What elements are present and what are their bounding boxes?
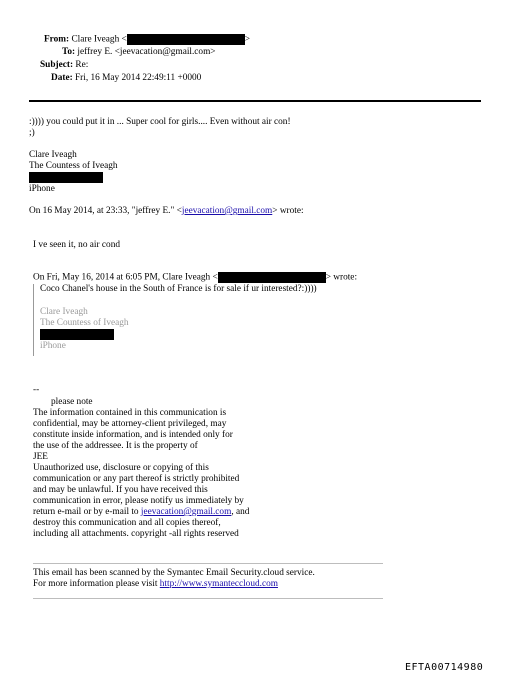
from-value: Clare Iveagh < [71,34,127,45]
disclaimer-line: constitute inside information, and is intended only for [33,430,233,440]
quote-text: Coco Chanel's house in the South of France is for sale if ur interested?:)))) [40,284,317,294]
subject-row [40,60,88,71]
disclaimer-dashes: -- [33,385,40,395]
disclaimer-line: the use of the addressee. It is the property of [33,441,198,451]
signature-redaction [29,172,103,184]
quote-signature-name: Clare Iveagh [40,307,88,317]
document-id: EFTA00714980 [405,662,484,673]
signature-device: iPhone [29,184,55,194]
message-line-2: ;) [29,128,35,138]
scan-notice-line-1: This email has been scanned by the Symantec Email Security.cloud service. [33,568,315,578]
redaction-bar [127,34,245,45]
disclaimer-body [33,408,249,540]
disclaimer-line: including all attachments. copyright -all rights reserved [33,529,239,539]
subject-value: Re: [75,60,89,70]
symantec-link[interactable]: http://www.symanteccloud.com [159,579,278,589]
disclaimer-line: confidential, may be attorney-client privileged, may [33,419,227,429]
scan-divider-top [33,563,383,564]
to-row [62,47,216,58]
quote-bar [33,284,34,356]
to-value: jeffrey E. <jeevacation@gmail.com> [77,47,216,57]
quote-signature-device: iPhone [40,341,66,351]
to-label: To: [62,47,76,57]
signature-title: The Countess of Iveagh [29,161,118,171]
reply-text: I ve seen it, no air cond [33,240,120,250]
scan-divider-bottom [33,598,383,599]
quote-signature-title: The Countess of Iveagh [40,318,129,328]
date-row [51,73,201,84]
signature-name: Clare Iveagh [29,150,77,160]
disclaimer-line: communication in error, please notify us immediately by [33,496,244,506]
reply-intro: On 16 May 2014, at 23:33, "jeffrey E." <jeevacation@gmail.com> wrote: [29,206,304,216]
disclaimer-line: destroy this communication and all copies thereof, [33,518,221,528]
disclaimer-line: and may be unlawful. If you have received this [33,485,208,495]
subject-label: Subject: [40,60,74,70]
disclaimer-line: Unauthorized use, disclosure or copying of this [33,463,209,473]
quote-intro: On Fri, May 16, 2014 at 6:05 PM, Clare Iveagh < > wrote: [33,272,358,283]
disclaimer-line: communication or any part thereof is strictly prohibited [33,474,240,484]
from-row [44,34,250,46]
scan-notice-line-2: For more information please visit http://www.symanteccloud.com [33,579,278,589]
redaction-bar [218,272,326,283]
disclaimer-line: return e-mail or by e-mail to jeevacation@gmail.com, and [33,507,250,517]
reply-email-link[interactable]: jeevacation@gmail.com [181,206,273,216]
date-value: Fri, 16 May 2014 22:49:11 +0000 [75,73,202,83]
quote-signature-redaction [40,329,114,341]
date-label: Date: [51,73,73,83]
from-label: From: [44,34,70,45]
disclaimer-email-link[interactable]: jeevacation@gmail.com [140,507,232,517]
from-close: > [244,34,251,45]
message-line-1: :)))) you could put it in ... Super cool for girls.... Even without air con! [29,117,291,127]
disclaimer-line: JEE [33,452,48,462]
disclaimer-heading: please note [51,397,93,407]
disclaimer-line: The information contained in this communication is [33,408,227,418]
header-divider [29,100,481,102]
